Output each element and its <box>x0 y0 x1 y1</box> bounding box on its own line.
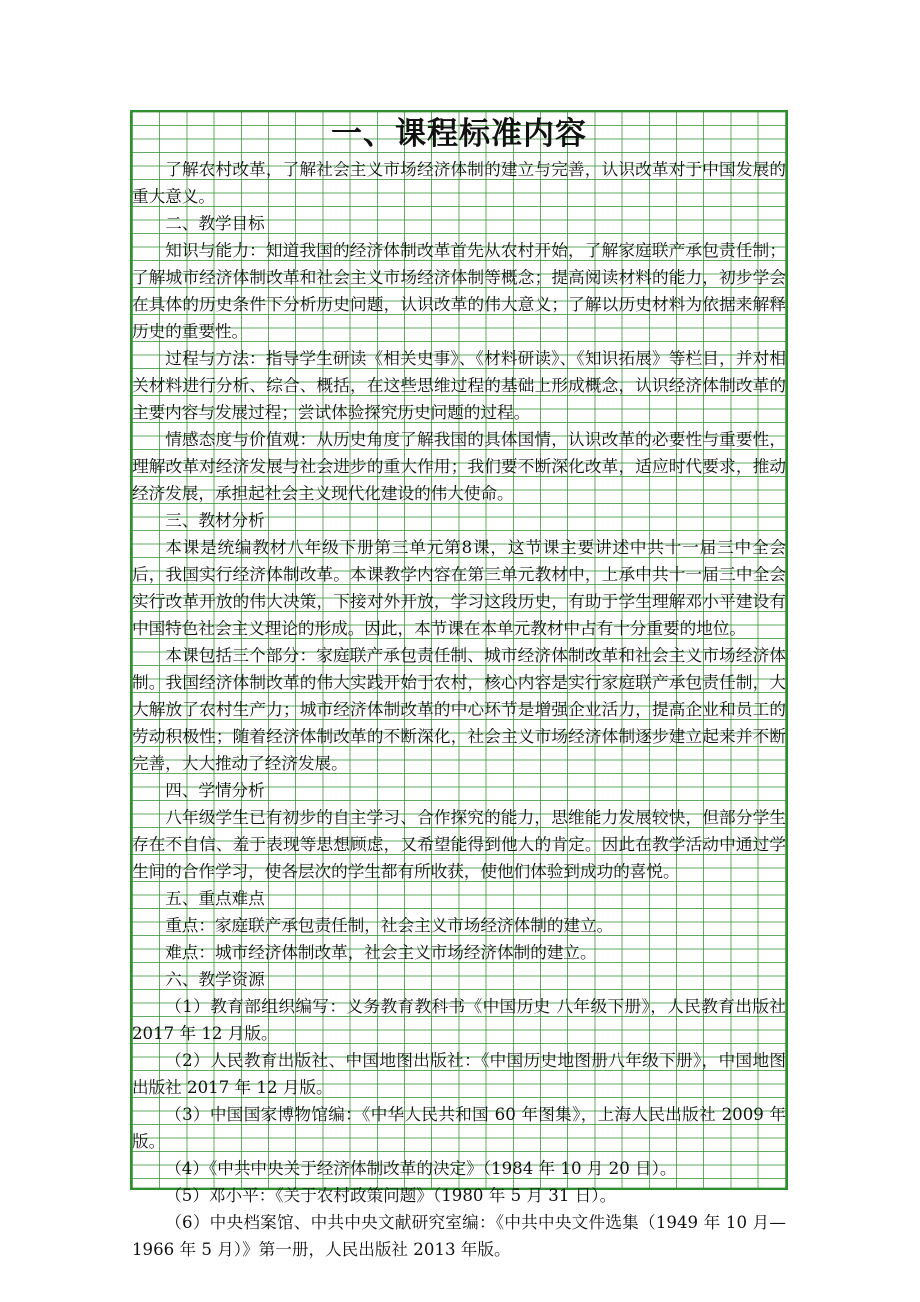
textbook-analysis-paragraph-2: 本课包括三个部分：家庭联产承包责任制、城市经济体制改革和社会主义市场经济体制。我国经济体制改革的伟大实践开始于农村，核心内容是实行家庭联产承包责任制，大大解放了农村生产力；城市经济体制改革的中心环节是增强企业活力，提高企业和员工的劳动积极性；随着经济体制改革的不断深化，社会主义市场经济体制逐步建立起来并不断完善，大大推动了经济发展。 <box>132 646 786 773</box>
resource-item-2: （2）人民教育出版社、中国地图出版社：《中国历史地图册八年级下册》，中国地图出版社 2017 年 12 月版。 <box>132 1051 786 1097</box>
student-analysis-paragraph: 八年级学生已有初步的自主学习、合作探究的能力，思维能力发展较快，但部分学生存在不自信、羞于表现等思想顾虑，又希望能得到他人的肯定。因此在教学活动中通过学生间的合作学习，使各层次的学生都有所收获，使他们体验到成功的喜悦。 <box>132 808 786 881</box>
resource-item-6: （6）中央档案馆、中共中央文献研究室编：《中共中央文件选集（1949 年 10 月—1966 年 5 月）》第一册，人民出版社 2013 年版。 <box>132 1213 786 1259</box>
emotion-values-paragraph: 情感态度与价值观：从历史角度了解我国的具体国情，认识改革的必要性与重要性，理解改革对经济发展与社会进步的重大作用；我们要不断深化改革，适应时代要求，推动经济发展，承担起社会主义现代化建设的伟大使命。 <box>132 430 786 503</box>
resource-item-5: （5）邓小平：《关于农村政策问题》（1980 年 5 月 31 日）。 <box>165 1186 617 1205</box>
document-body <box>132 112 786 1263</box>
section-heading-key-points: 五、重点难点 <box>165 889 265 908</box>
resource-item-4: （4）《中共中央关于经济体制改革的决定》（1984 年 10 月 20 日）。 <box>165 1159 677 1178</box>
section-heading-students: 四、学情分析 <box>165 781 265 800</box>
section-heading-objectives: 二、教学目标 <box>165 214 265 233</box>
document-title: 一、课程标准内容 <box>331 116 587 152</box>
course-standard-paragraph: 了解农村改革，了解社会主义市场经济体制的建立与完善，认识改革对于中国发展的重大意义。 <box>132 160 786 206</box>
knowledge-ability-paragraph: 知识与能力：知道我国的经济体制改革首先从农村开始，了解家庭联产承包责任制；了解城市经济体制改革和社会主义市场经济体制等概念；提高阅读材料的能力，初步学会在具体的历史条件下分析历史问题，认识改革的伟大意义；了解以历史材料为依据来解释历史的重要性。 <box>132 241 786 341</box>
process-method-paragraph: 过程与方法：指导学生研读《相关史事》、《材料研读》、《知识拓展》等栏目，并对相关材料进行分析、综合、概括，在这些思维过程的基础上形成概念，认识经济体制改革的主要内容与发展过程；尝试体验探究历史问题的过程。 <box>132 349 786 422</box>
resource-item-3: （3）中国国家博物馆编：《中华人民共和国 60 年图集》，上海人民出版社 2009 年版。 <box>132 1105 786 1151</box>
resource-item-1: （1）教育部组织编写：义务教育教科书《中国历史 八年级下册》，人民教育出版社 2017 年 12 月版。 <box>132 997 786 1043</box>
textbook-analysis-paragraph-1: 本课是统编教材八年级下册第三单元第8课，这节课主要讲述中共十一届三中全会后，我国实行经济体制改革。本课教学内容在第三单元教材中，上承中共十一届三中全会实行改革开放的伟大决策，下接对外开放，学习这段历史，有助于学生理解邓小平建设有中国特色社会主义理论的形成。因此，本节课在本单元教材中占有十分重要的地位。 <box>132 538 786 638</box>
grid-paper-sheet <box>130 110 788 1259</box>
section-heading-resources: 六、教学资源 <box>165 970 265 989</box>
key-point-paragraph: 重点：家庭联产承包责任制，社会主义市场经济体制的建立。 <box>165 916 614 935</box>
difficult-point-paragraph: 难点：城市经济体制改革，社会主义市场经济体制的建立。 <box>165 943 597 962</box>
section-heading-textbook: 三、教材分析 <box>165 511 265 530</box>
